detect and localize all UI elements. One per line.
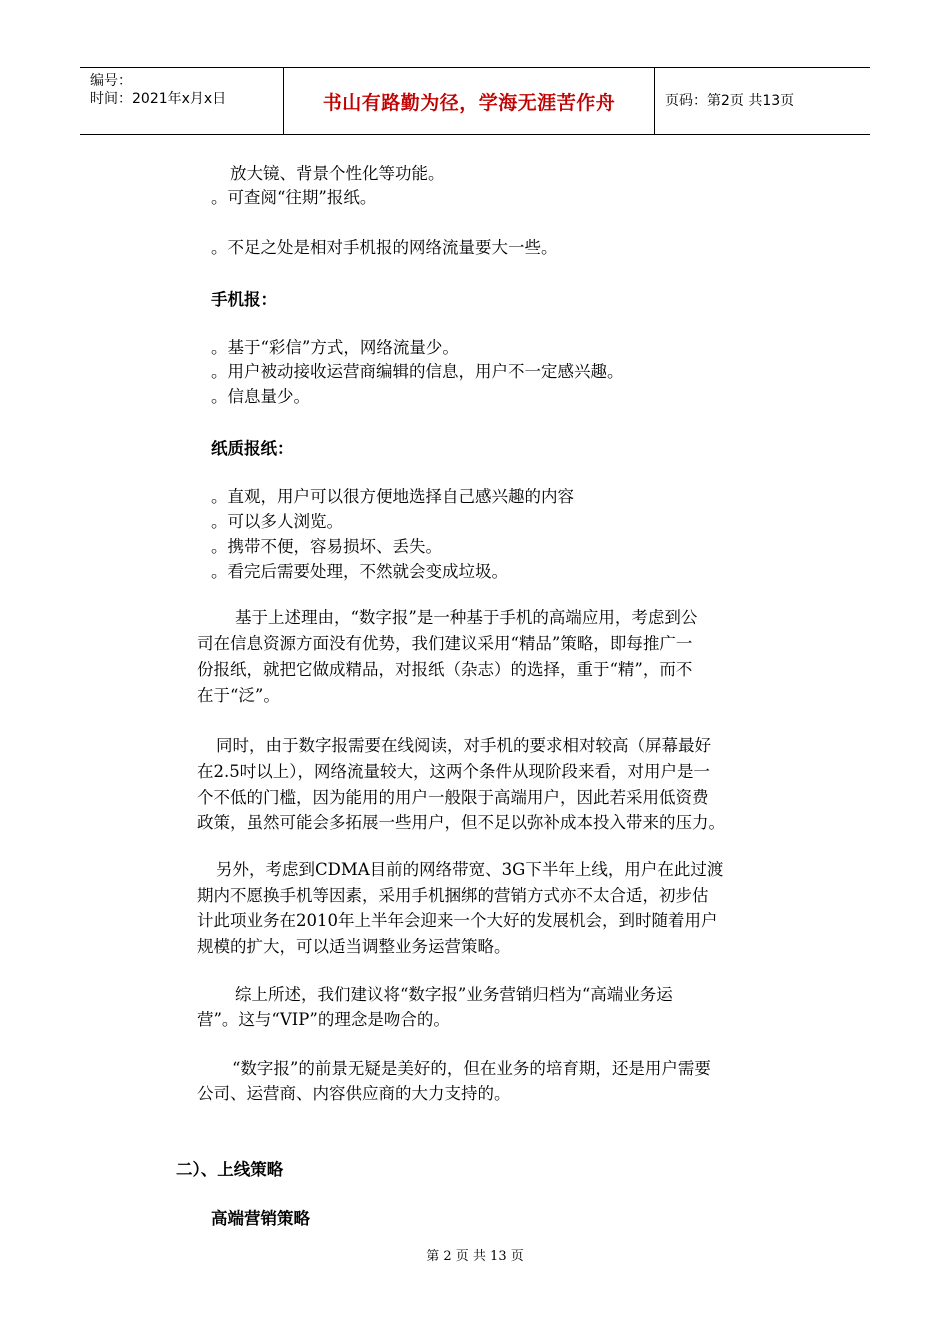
header-page-info: 页码：第2页 共13页 <box>665 93 795 109</box>
paragraph-line: 另外，考虑到CDMA目前的网络带宽、3G下半年上线，用户在此过渡 <box>216 860 724 879</box>
bullet-item: 。可以多人浏览。 <box>211 512 343 531</box>
paragraph-line: 司在信息资源方面没有优势，我们建议采用“精品”策略，即每推广一 <box>197 634 693 653</box>
header-motto-cell <box>283 68 655 134</box>
bullet-item: 。看完后需要处理，不然就会变成垃圾。 <box>211 562 508 581</box>
header-motto: 书山有路勤为径，学海无涯苦作舟 <box>322 91 616 114</box>
paragraph-line: 期内不愿换手机等因素，采用手机捆绑的营销方式亦不太合适，初步估 <box>197 886 709 905</box>
paragraph-line: 规模的扩大，可以适当调整业务运营策略。 <box>197 937 511 956</box>
paragraph-line: 营”。这与“VIP”的理念是吻合的。 <box>197 1010 450 1029</box>
bullet-item: 。不足之处是相对手机报的网络流量要大一些。 <box>211 238 558 257</box>
bullet-item: 。可查阅“往期”报纸。 <box>211 188 377 207</box>
paragraph-line: “数字报”的前景无疑是美好的，但在业务的培育期，还是用户需要 <box>232 1059 711 1078</box>
paragraph-line: 份报纸，就把它做成精品，对报纸（杂志）的选择，重于“精”，而不 <box>197 660 693 679</box>
paragraph-line: 在2.5吋以上），网络流量较大，这两个条件从现阶段来看，对用户是一 <box>197 762 710 781</box>
sub-heading: 高端营销策略 <box>211 1209 310 1228</box>
header-meta <box>80 68 283 134</box>
bullet-item: 。携带不便，容易损坏、丢失。 <box>211 537 442 556</box>
date-label: 时间：2021年x月x日 <box>90 91 227 107</box>
paragraph-line: 个不低的门槛，因为能用的用户一般限于高端用户，因此若采用低资费 <box>197 788 709 807</box>
subsection-heading-mobile: 手机报： <box>211 290 277 309</box>
subsection-heading-paper: 纸质报纸： <box>211 439 294 458</box>
paragraph-line: 综上所述，我们建议将“数字报”业务营销归档为“高端业务运 <box>235 985 673 1004</box>
bullet-item: 。信息量少。 <box>211 387 310 406</box>
bullet-item: 。基于“彩信”方式，网络流量少。 <box>211 338 459 357</box>
paragraph-line: 公司、运营商、内容供应商的大力支持的。 <box>197 1084 511 1103</box>
paragraph-line: 计此项业务在2010年上半年会迎来一个大好的发展机会，到时随着用户 <box>197 911 718 930</box>
bullet-item: 。直观，用户可以很方便地选择自己感兴趣的内容 <box>211 487 574 506</box>
paragraph-line: 同时，由于数字报需要在线阅读，对手机的要求相对较高（屏幕最好 <box>216 736 711 755</box>
paragraph-line: 基于上述理由，“数字报”是一种基于手机的高端应用，考虑到公 <box>235 608 698 627</box>
paragraph-line: 在于“泛”。 <box>197 686 280 705</box>
paragraph-line: 政策，虽然可能会多拓展一些用户，但不足以弥补成本投入带来的压力。 <box>197 813 725 832</box>
page-footer: 第 2 页 共 13 页 <box>426 1249 524 1264</box>
page-header <box>80 67 870 135</box>
text-line: 放大镜、背景个性化等功能。 <box>230 164 445 183</box>
section-heading: 二）、上线策略 <box>176 1160 284 1179</box>
bullet-item: 。用户被动接收运营商编辑的信息，用户不一定感兴趣。 <box>211 362 624 381</box>
serial-label: 编号： <box>90 73 132 89</box>
header-page-info-cell <box>655 68 870 134</box>
